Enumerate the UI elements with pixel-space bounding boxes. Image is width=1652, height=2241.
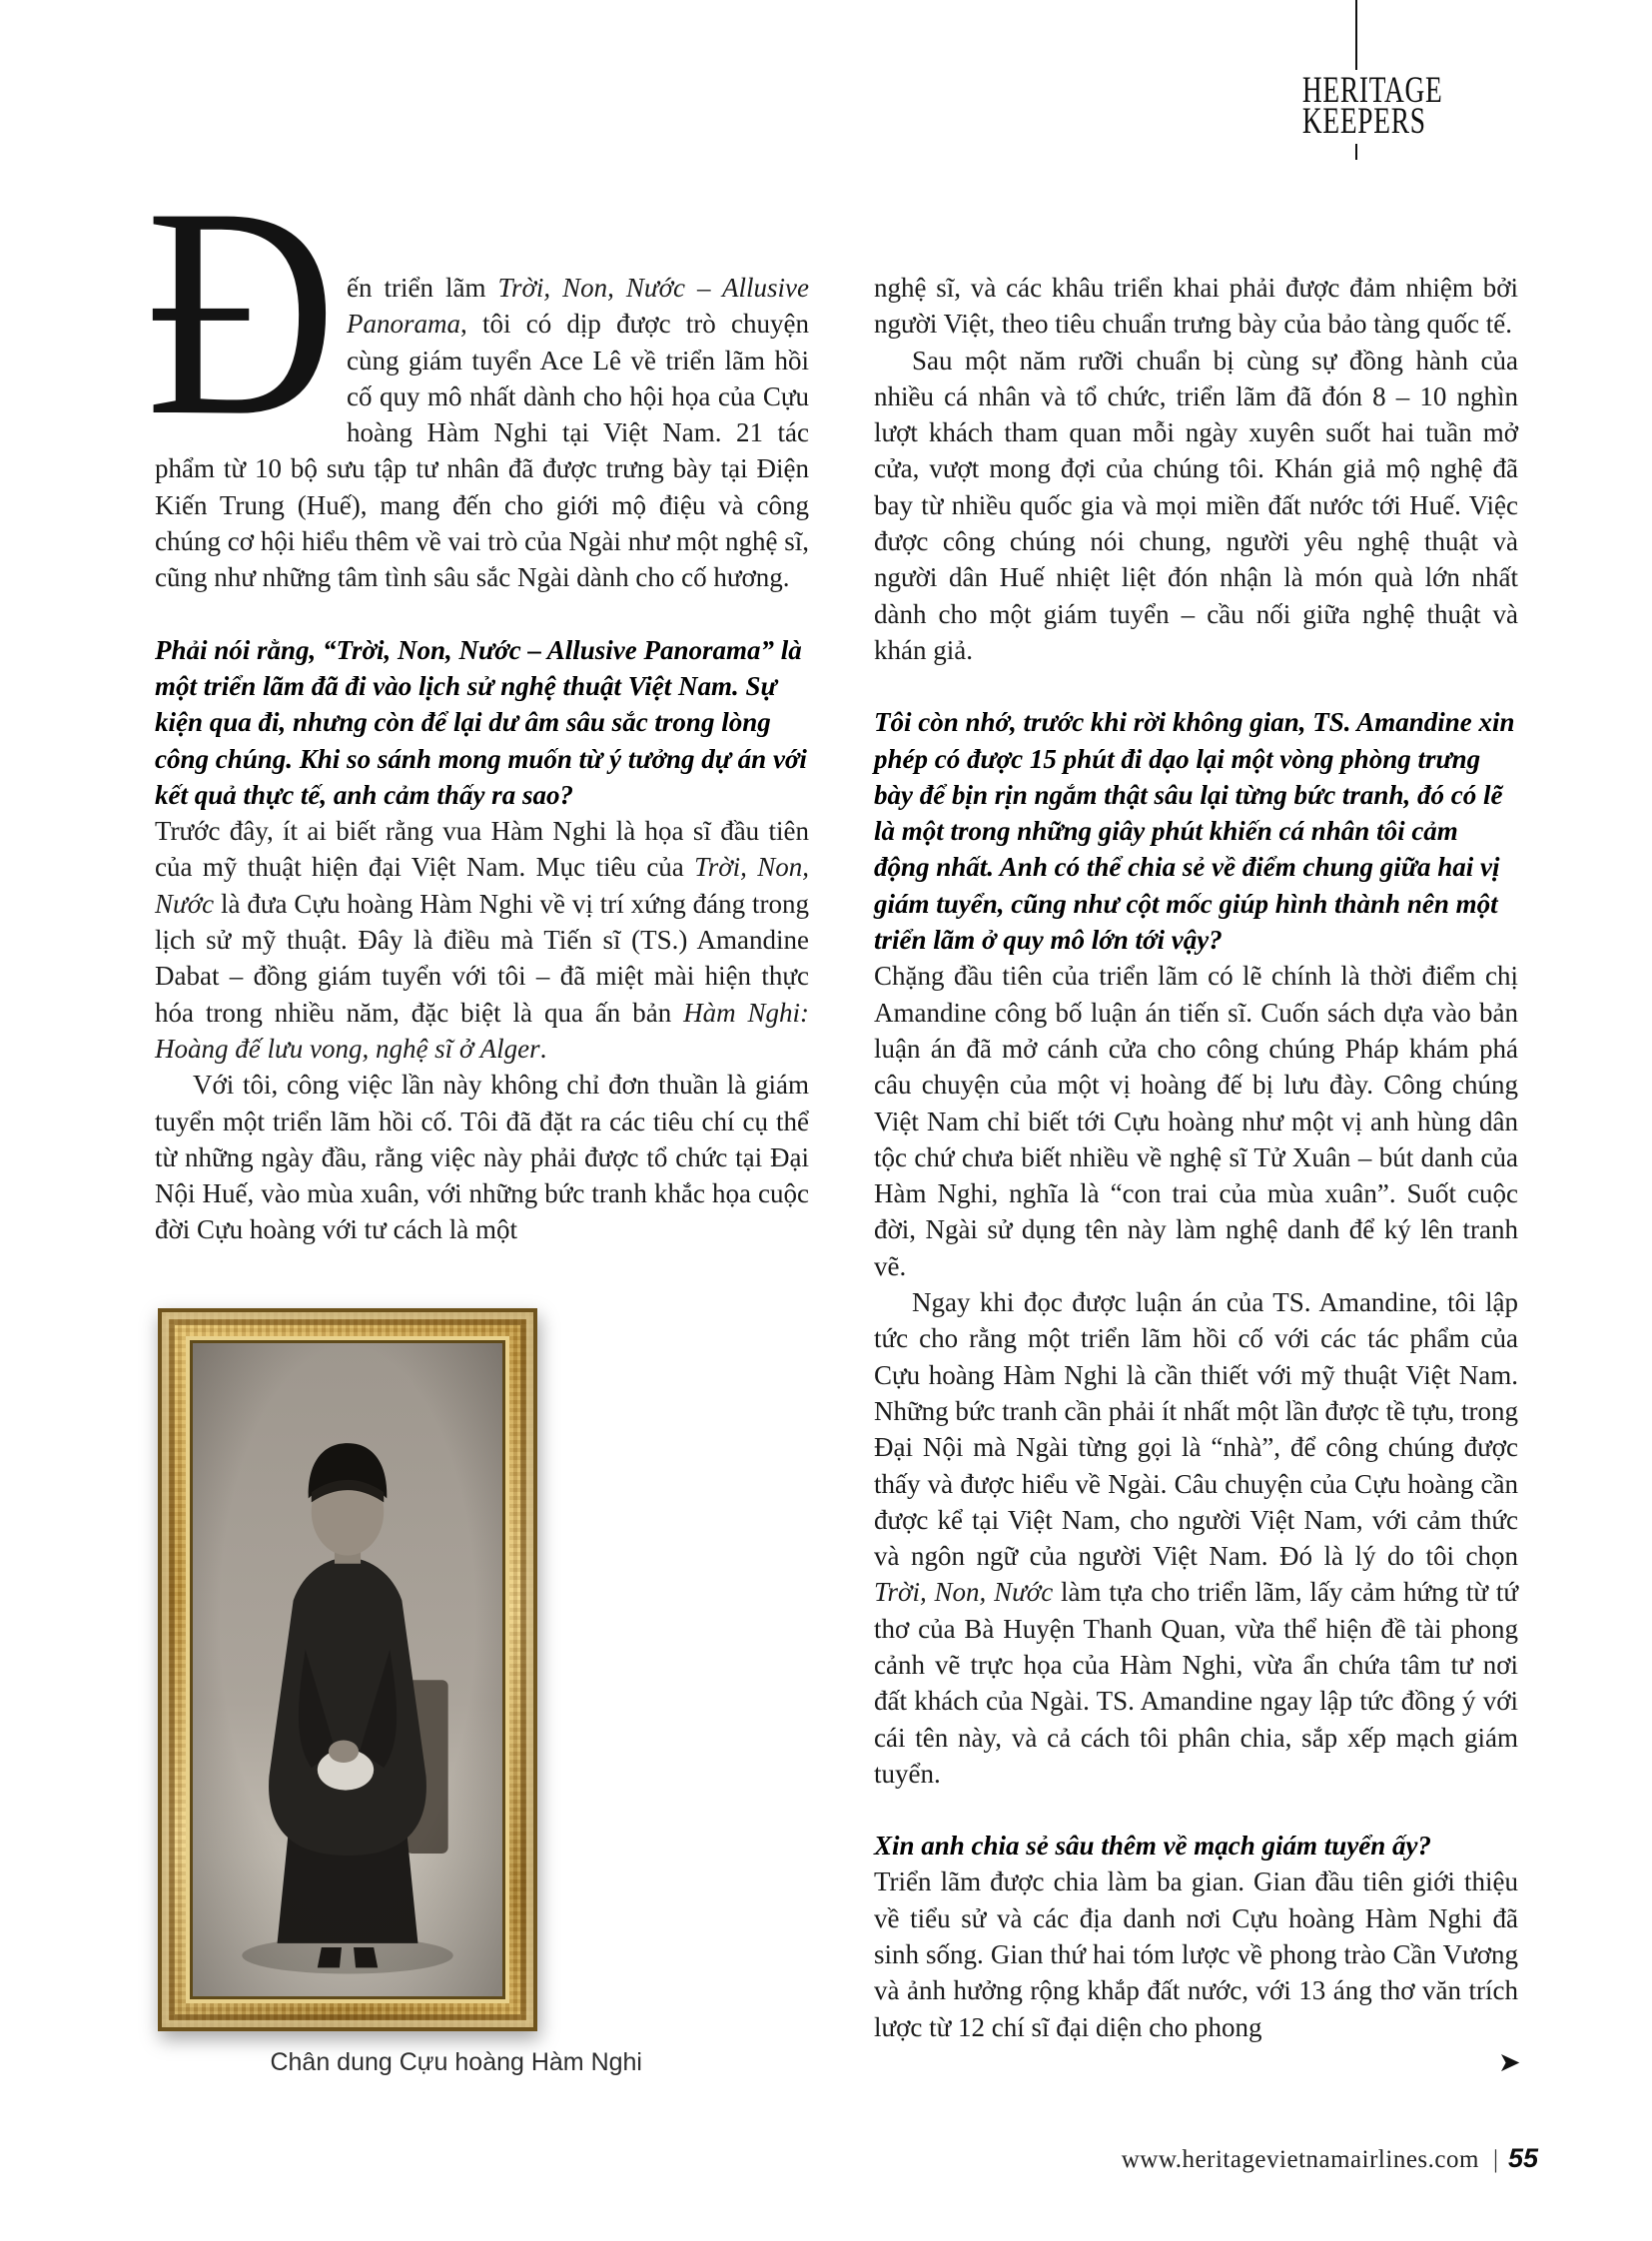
portrait-photo: [190, 1340, 505, 1999]
page-number: 55: [1507, 2143, 1538, 2173]
page-footer: [999, 2143, 1538, 2174]
left-column: [155, 270, 809, 1248]
paragraph-answer-3: Triển lãm được chia làm ba gian. Gian đầu tiên giới thiệu về tiểu sử và các địa danh nơi Cựu hoàng Hàm Nghi đã sinh sống. Gian thứ hai tóm lược về phong trào Cần Vương và ảnh hưởng rộng khắp đất nước, với 13 áng thơ văn trích lược từ 12 chí sĩ đại diện cho phong: [874, 1867, 1518, 2042]
paragraph-answer-2-continued: Ngay khi đọc được luận án của TS. Amandine, tôi lập tức cho rằng một triển lãm hồi cố với các tác phẩm của Cựu hoàng Hàm Nghi là cần thiết với mỹ thuật Việt Nam. Những bức tranh cần phải ít nhất một lần được tề tựu, trong Đại Nội mà Ngài từng gọi là “nhà”, để công chúng được thấy và được hiểu về Ngài. Câu chuyện của Cựu hoàng cần được kể tại Việt Nam, cho người Việt Nam, với cảm thức và ngôn ngữ của người Việt Nam. Đó là lý do tôi chọn Trời, Non, Nước làm tựa cho triển lãm, lấy cảm hứng từ tứ thơ của Bà Huyện Thanh Quan, vừa thể hiện đề tài phong cảnh vẽ trực họa của Hàm Nghi, vừa ẩn chứa tâm tư nơi đất khách của Ngài. TS. Amandine ngay lập tức đồng ý với cái tên này, và cả cách tôi phân chia, sắp xếp mạch giám tuyển.: [874, 1287, 1518, 1789]
portrait-caption: Chân dung Cựu hoàng Hàm Nghi: [270, 2048, 642, 2076]
masthead-rule-top: [1355, 0, 1357, 70]
portrait-frame: [158, 1308, 537, 2031]
paragraph-opening-text: ến triển lãm Trời, Non, Nước – Allusive Panorama, tôi có dịp được trò chuyện cùng giám tuyển Ace Lê về triển lãm hồi cố quy mô nhất dành cho hội họa của Cựu hoàng Hàm Nghi tại Việt Nam. 21 tác phẩm từ 10 bộ sưu tập tư nhân đã được trưng bày tại Điện Kiến Trung (Huế), mang đến cho giới mộ điệu và công chúng cơ hội hiểu thêm về vai trò của Ngài như một nghệ sĩ, cũng như những tâm tình sâu sắc Ngài dành cho cố hương.: [155, 273, 809, 593]
paragraph-2: Sau một năm rưỡi chuẩn bị cùng sự đồng hành của nhiều cá nhân và tổ chức, triển lãm đã đón 8 – 10 nghìn lượt khách tham quan mỗi ngày xuyên suốt hai tuần mở cửa, vượt mong đợi của chúng tôi. Khán giả mộ nghệ đã bay từ nhiều quốc gia và mọi miền đất nước tới Huế. Việc được công chúng nói chung, người yêu nghệ thuật và người dân Huế nhiệt liệt đón nhận là món quà lớn nhất dành cho một giám tuyển – cầu nối giữa nghệ thuật và khán giả.: [874, 345, 1518, 665]
paragraph-answer-2: Chặng đầu tiên của triển lãm có lẽ chính là thời điểm chị Amandine công bố luận án tiến sĩ. Cuốn sách dựa vào bản luận án đã mở cánh cửa cho công chúng Pháp khám phá câu chuyện của một vị hoàng đế bị lưu đày. Công chúng Việt Nam chỉ biết tới Cựu hoàng như một vị anh hùng dân tộc chứ chưa biết nhiều về nghệ sĩ Tử Xuân – bút danh của Hàm Nghi, nghĩa là “con trai của mùa xuân”. Suốt cuộc đời, Ngài sử dụng tên này làm nghệ danh để ký lên tranh vẽ.: [874, 961, 1518, 1281]
interview-question-3: Xin anh chia sẻ sâu thêm về mạch giám tuyển ấy?: [874, 1831, 1432, 1862]
right-column: [874, 270, 1518, 2045]
drop-cap-spacer: [155, 270, 347, 416]
interview-question-1: Phải nói rằng, “Trời, Non, Nước – Allusive Panorama” là một triển lãm đã đi vào lịch sử nghệ thuật Việt Nam. Sự kiện qua đi, nhưng còn để lại dư âm sâu sắc trong lòng công chúng. Khi so sánh mong muốn từ ý tưởng dự án với kết quả thực tế, anh cảm thấy ra sao?: [155, 634, 807, 810]
paragraph-continuation: nghệ sĩ, và các khâu triển khai phải được đảm nhiệm bởi người Việt, theo tiêu chuẩn trưng bày của bảo tàng quốc tế.: [874, 273, 1518, 340]
drop-cap: Đ: [146, 146, 337, 477]
portrait-illustration: [193, 1343, 502, 1996]
masthead-line-keepers: KEEPERS: [1301, 101, 1426, 142]
masthead-rule-bottom: [1355, 144, 1357, 160]
masthead-line-heritage: HERITAGE: [1301, 70, 1443, 111]
footer-website-link[interactable]: www.heritagevietnamairlines.com: [1121, 2146, 1479, 2173]
continuation-arrow-icon: ➤: [1498, 2047, 1521, 2078]
masthead: [1283, 0, 1443, 160]
paragraph-answer-1: Trước đây, ít ai biết rằng vua Hàm Nghi là họa sĩ đầu tiên của mỹ thuật hiện đại Việt Nam. Mục tiêu của Trời, Non, Nước là đưa Cựu hoàng Hàm Nghi về vị trí xứng đáng trong lịch sử mỹ thuật. Đây là điều mà Tiến sĩ (TS.) Amandine Dabat – đồng giám tuyển với tôi – đã miệt mài hiện thực hóa trong nhiều năm, đặc biệt là qua ấn bản Hàm Nghi: Hoàng đế lưu vong, nghệ sĩ ở Alger.: [155, 816, 810, 1064]
paragraph-answer-1-continued: Với tôi, công việc lần này không chỉ đơn thuần là giám tuyển một triển lãm hồi cố. Tôi đã đặt ra các tiêu chí cụ thể từ những ngày đầu, rằng việc này phải được tổ chức tại Đại Nội Huế, vào mùa xuân, với những bức tranh khắc họa cuộc đời Cựu hoàng với tư cách là một: [155, 1070, 809, 1245]
footer-separator: |: [1492, 2146, 1498, 2173]
interview-question-2: Tôi còn nhớ, trước khi rời không gian, TS. Amandine xin phép có được 15 phút đi dạo lại một vòng phòng trưng bày để bịn rịn ngắm thật sâu lại từng bức tranh, đó có lẽ là một trong những giây phút khiến cá nhân tôi cảm động nhất. Anh có thể chia sẻ về điểm chung giữa hai vị giám tuyển, cũng như cột mốc giúp hình thành nên một triển lãm ở quy mô lớn tới vậy?: [874, 707, 1515, 956]
paragraph-opening: [155, 270, 809, 596]
